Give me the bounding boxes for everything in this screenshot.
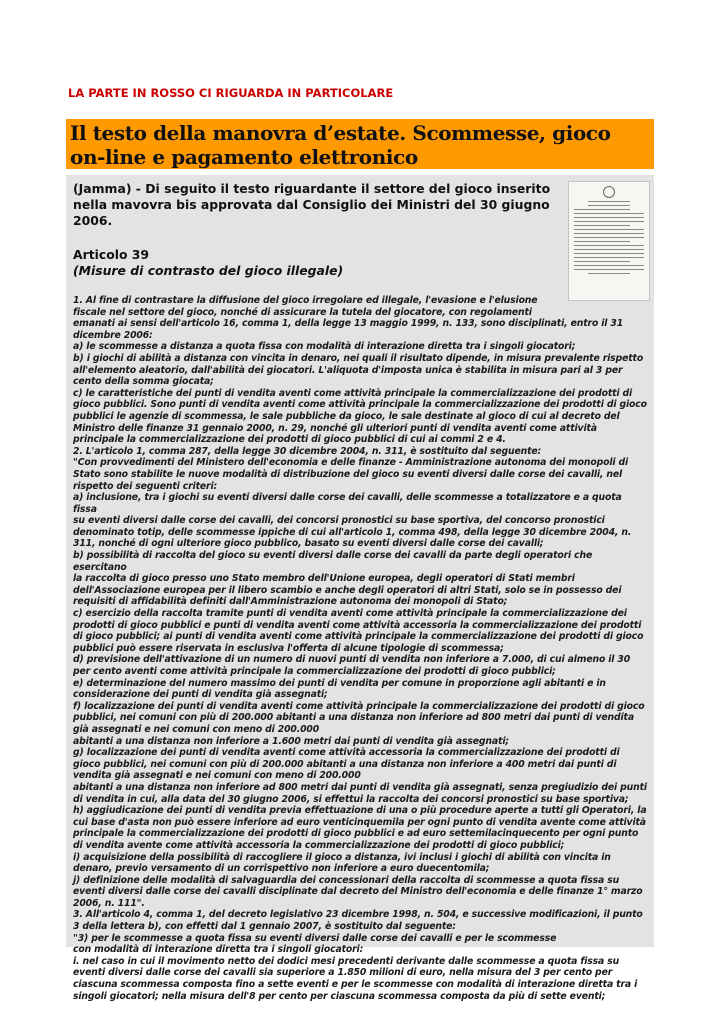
article-number: Articolo 39 <box>73 247 150 262</box>
seal-icon <box>603 186 615 198</box>
article-text: 1. Al fine di contrastare la diffusione del gioco irregolare ed illegale, l'evasione e l'elusione fiscale nel settore del gioco, nonché di assicurare la tutela del giocatore, con regolamenti emanati ai sensi dell'articolo 16, comma 1, della legge 13 maggio 1999, n. 133, sono disciplinati, entro il 31 dicembre 2006: a) le scommesse a distanza a quota fissa con modalità di interazione diretta tra i singoli giocatori; b) i giochi di abilità a distanza con vincita in denaro, nei quali il risultato dipende, in misura prevalente rispetto all'elemento aleatorio, dall'abilità dei giocatori. L'aliquota d'imposta unica è stabilita in misura pari al 3 per cento della somma giocata; c) le caratteristiche dei punti di vendita aventi come attività principale la commercializzazione dei prodotti di gioco pubblici. Sono punti di vendita aventi come attività principale la commercializzazione dei prodotti di gioco pubblici le agenzie di scommessa, le sale pubbliche da gioco, le sale destinate al gioco di cui al decreto del Ministro delle finanze 31 gennaio 2000, n. 29, nonché gli ulteriori punti di vendita aventi come attività principale la commercializzazione dei prodotti di gioco pubblici di cui ai commi 2 e 4. 2. L'articolo 1, comma 287, della legge 30 dicembre 2004, n. 311, è sostituito dal seguente: "Con provvedimenti del Ministero dell'economia e delle finanze - Amministrazione autonoma dei monopoli di Stato sono stabilite le nuove modalità di distribuzione del gioco su eventi diversi dalle corse dei cavalli, nel rispetto dei seguenti criteri: a) inclusione, tra i giochi su eventi diversi dalle corse dei cavalli, delle scommesse a totalizzatore e a quota fissa su eventi diversi dalle corse dei cavalli, dei concorsi pronostici su base sportiva, del concorso pronostici denominato totip, delle scommesse ippiche di cui all'articolo 1, comma 498, della legge 30 dicembre 2004, n. 311, nonché di ogni ulteriore gioco pubblico, basato su eventi diversi dalle corse dei cavalli; b) possibilità di raccolta del gioco su eventi diversi dalle corse dei cavalli da parte degli operatori che esercitano la raccolta di gioco presso uno Stato membro dell'Unione europea, degli operatori di Stati membri dell'Associazione europea per il libero scambio e anche degli operatori di altri Stati, solo se in possesso dei requisiti di affidabilità definiti dall'Amministrazione autonoma dei monopoli di Stato; c) esercizio della raccolta tramite punti di vendita aventi come attività principale la commercializzazione dei prodotti di gioco pubblici e punti di vendita aventi come attività accessoria la commercializzazione dei prodotti di gioco pubblici; ai punti di vendita aventi come attività principale la commercializzazione dei prodotti di gioco pubblici può essere riservata in esclusiva l'offerta di alcune tipologie di scommessa; d) previsione dell'attivazione di un numero di nuovi punti di vendita non inferiore a 7.000, di cui almeno il 30 per cento aventi come attività principale la commercializzazione dei prodotti di gioco pubblici; e) determinazione del numero massimo dei punti di vendita per comune in proporzione agli abitanti e in considerazione dei punti di vendita già assegnati; f) localizzazione dei punti di vendita aventi come attività principale la commercializzazione dei prodotti di gioco pubblici, nei comuni con più di 200.000 abitanti a una distanza non inferiore ad 800 metri dai punti di vendita già assegnati e nei comuni con meno di 200.000 abitanti a una distanza non inferiore a 1.600 metri dai punti di vendita già assegnati; g) localizzazione dei punti di vendita aventi come attività accessoria la commercializzazione dei prodotti di gioco pubblici, nei comuni con più di 200.000 abitanti a una distanza non inferiore a 400 metri dai punti di vendita già assegnati e nei comuni con meno di 200.000 abitanti a una distanza non inferiore ad 800 metri dai punti di vendita già assegnati, senza pregiudizio dei punti di vendita in cui, alla data del 30 giugno 2006, si effettui la raccolta dei concorsi pronostici su base sportiva; h) aggiudicazione dei punti di vendita previa effettuazione di una o più procedure aperte a tutti gli Operatori, la cui base d'asta non può essere inferiore ad euro venticinquemila per ogni punto di vendita avente come attività principale la commercializzazione dei prodotti di gioco pubblici e ad euro settemilacinquecento per ogni punto di vendita avente come attività accessoria la commercializzazione dei prodotti di gioco pubblici; i) acquisizione della possibilità di raccogliere il gioco a distanza, ivi inclusi i giochi di abilità con vincita in denaro, previo versamento di un corrispettivo non inferiore a euro duecentomila; j) definizione delle modalità di salvaguardia dei concessionari della raccolta di scommesse a quota fissa su eventi diversi dalle corse dei cavalli disciplinate dal decreto del Ministro dell'economia e delle finanze 1° marzo 2006, n. 111". 3. All'articolo 4, comma 1, del decreto legislativo 23 dicembre 1998, n. 504, e successive modificazioni, il punto 3 della lettera b), con effetti dal 1 gennaio 2007, è sostituito dal seguente: "3) per le scommesse a quota fissa su eventi diversi dalle corse dei cavalli e per le scommesse con modalità di interazione diretta tra i singoli giocatori: i. nel caso in cui il movimento netto dei dodici mesi precedenti derivante dalle scommesse a quota fissa su eventi diversi dalle corse dei cavalli sia superiore a 1.850 milioni di euro, nella misura del 3 per cento per ciascuna scommessa composta fino a sette eventi e per le scommesse con modalità di interazione diretta tra i singoli giocatori; nella misura dell'8 per cento per ciascuna scommessa composta da più di sette eventi; <box>73 295 647 1002</box>
decree-document-thumbnail <box>568 181 650 301</box>
red-note: LA PARTE IN ROSSO CI RIGUARDA IN PARTICOLARE <box>68 86 394 100</box>
article-lead: (Jamma) - Di seguito il testo riguardante il settore del gioco inserito nella mavovra bis approvata dal Consiglio dei Ministri del 30 giugno 2006. <box>73 181 551 228</box>
page-title: Il testo della manovra d’estate. Scommesse, gioco on-line e pagamento elettronico <box>70 121 611 169</box>
title-banner <box>66 119 654 169</box>
article-subtitle: (Misure di contrasto del gioco illegale) <box>73 263 344 278</box>
article-body <box>66 175 654 1002</box>
